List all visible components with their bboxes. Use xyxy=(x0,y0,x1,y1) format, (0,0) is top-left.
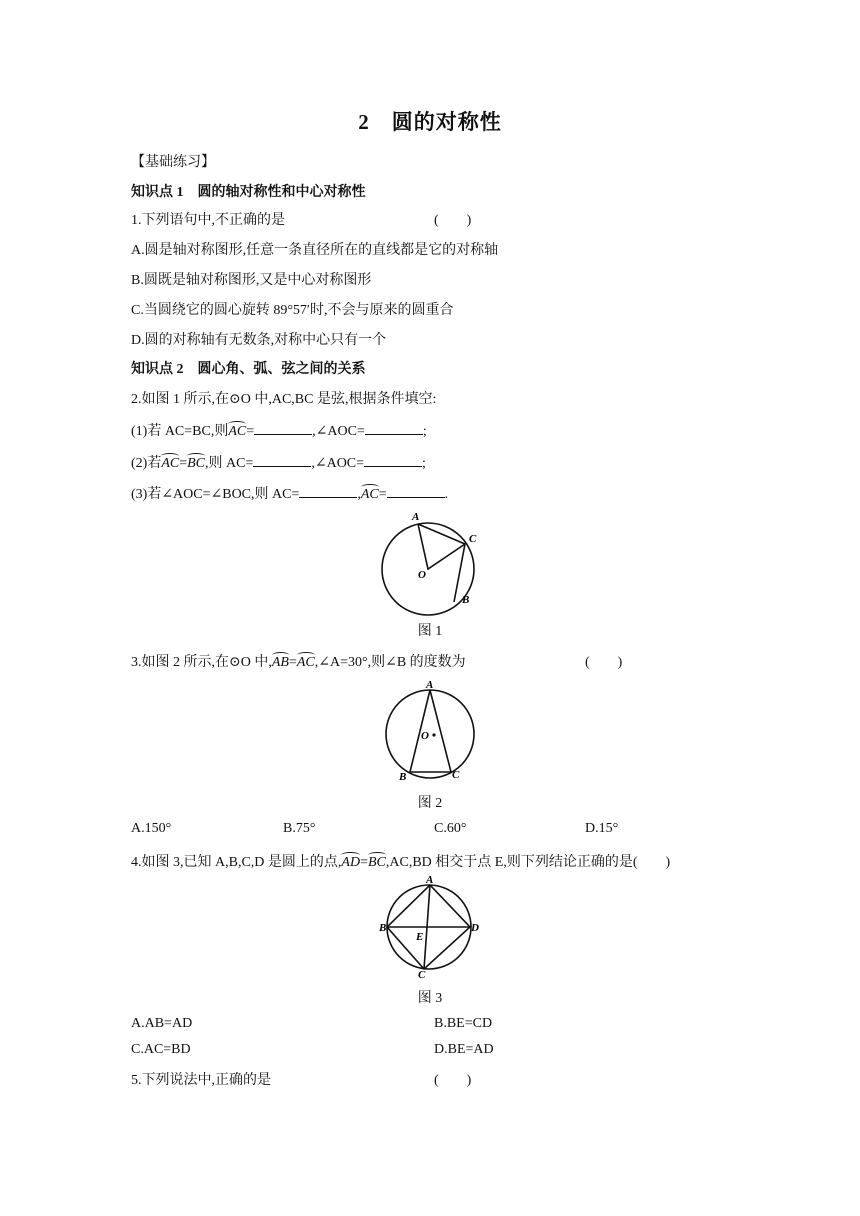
q4-option-c: C.AC=BD xyxy=(131,1042,191,1057)
q1-option-b: B.圆既是轴对称图形,又是中心对称图形 xyxy=(131,273,372,288)
answer-blank[interactable] xyxy=(253,454,311,467)
q3-option-c: C.60° xyxy=(434,821,467,836)
q2-part3: (3)若∠AOC=∠BOC,则 AC= ,AC= . xyxy=(131,487,449,502)
figure-3-label-c: C xyxy=(418,969,426,981)
figure-1-label-o: O xyxy=(418,569,426,581)
figure-3-label-e: E xyxy=(416,931,424,943)
q4-option-a: A.AB=AD xyxy=(131,1016,193,1031)
q3-option-a: A.150° xyxy=(131,821,172,836)
figure-1-label-a: A xyxy=(412,511,420,523)
answer-blank[interactable] xyxy=(364,454,422,467)
figure-1-label-c: C xyxy=(469,533,477,545)
figure-2-label-b: B xyxy=(399,771,407,783)
figure-1-label-b: B xyxy=(462,594,470,606)
figure-3-label-a: A xyxy=(426,874,434,886)
figure-2-label-a: A xyxy=(426,679,434,691)
q2-part2: (2)若AC=BC,则 AC= ,∠AOC= ; xyxy=(131,456,426,471)
figure-3-caption: 图 3 xyxy=(417,991,443,1006)
answer-blank[interactable] xyxy=(299,485,357,498)
figure-2-diagram xyxy=(375,673,485,787)
knowledge-point-1: 知识点 1 圆的轴对称性和中心对称性 xyxy=(131,185,366,200)
q1-answer-paren: ( ) xyxy=(434,213,472,228)
q3-stem: 3.如图 2 所示,在⊙O 中,AB=AC,∠A=30°,则∠B 的度数为 xyxy=(131,655,466,670)
answer-blank[interactable] xyxy=(387,485,445,498)
q4-option-b: B.BE=CD xyxy=(434,1016,493,1031)
answer-blank[interactable] xyxy=(254,422,312,435)
q3-answer-paren: ( ) xyxy=(585,655,623,670)
q5-answer-paren: ( ) xyxy=(434,1073,472,1088)
page-title: 2 圆的对称性 xyxy=(358,110,502,134)
answer-blank[interactable] xyxy=(365,422,423,435)
q5-stem: 5.下列说法中,正确的是 xyxy=(131,1073,271,1088)
q4-option-d: D.BE=AD xyxy=(434,1042,494,1057)
q1-option-c: C.当圆绕它的圆心旋转 89°57′时,不会与原来的圆重合 xyxy=(131,303,454,318)
knowledge-point-2: 知识点 2 圆心角、弧、弦之间的关系 xyxy=(131,362,366,377)
section-heading: 【基础练习】 xyxy=(131,155,215,170)
figure-3-label-d: D xyxy=(471,922,479,934)
figure-1-caption: 图 1 xyxy=(417,624,443,639)
q1-stem: 1.下列语句中,不正确的是 xyxy=(131,213,285,228)
q1-option-d: D.圆的对称轴有无数条,对称中心只有一个 xyxy=(131,333,387,348)
q1-option-a: A.圆是轴对称图形,任意一条直径所在的直线都是它的对称轴 xyxy=(131,243,499,258)
figure-1-diagram xyxy=(375,510,485,616)
figure-3-diagram xyxy=(374,872,486,982)
q4-stem: 4.如图 3,已知 A,B,C,D 是圆上的点,AD=BC,AC,BD 相交于点 E,则下列结论正确的是( ) xyxy=(131,855,671,870)
q3-option-b: B.75° xyxy=(283,821,316,836)
q2-stem: 2.如图 1 所示,在⊙O 中,AC,BC 是弦,根据条件填空: xyxy=(131,392,437,407)
q3-option-d: D.15° xyxy=(585,821,619,836)
figure-2-label-c: C xyxy=(452,769,460,781)
figure-2-label-o: O xyxy=(421,730,429,742)
figure-3-label-b: B xyxy=(379,922,387,934)
figure-2-caption: 图 2 xyxy=(417,796,443,811)
q2-part1: (1)若 AC=BC,则AC= ,∠AOC= ; xyxy=(131,424,427,439)
